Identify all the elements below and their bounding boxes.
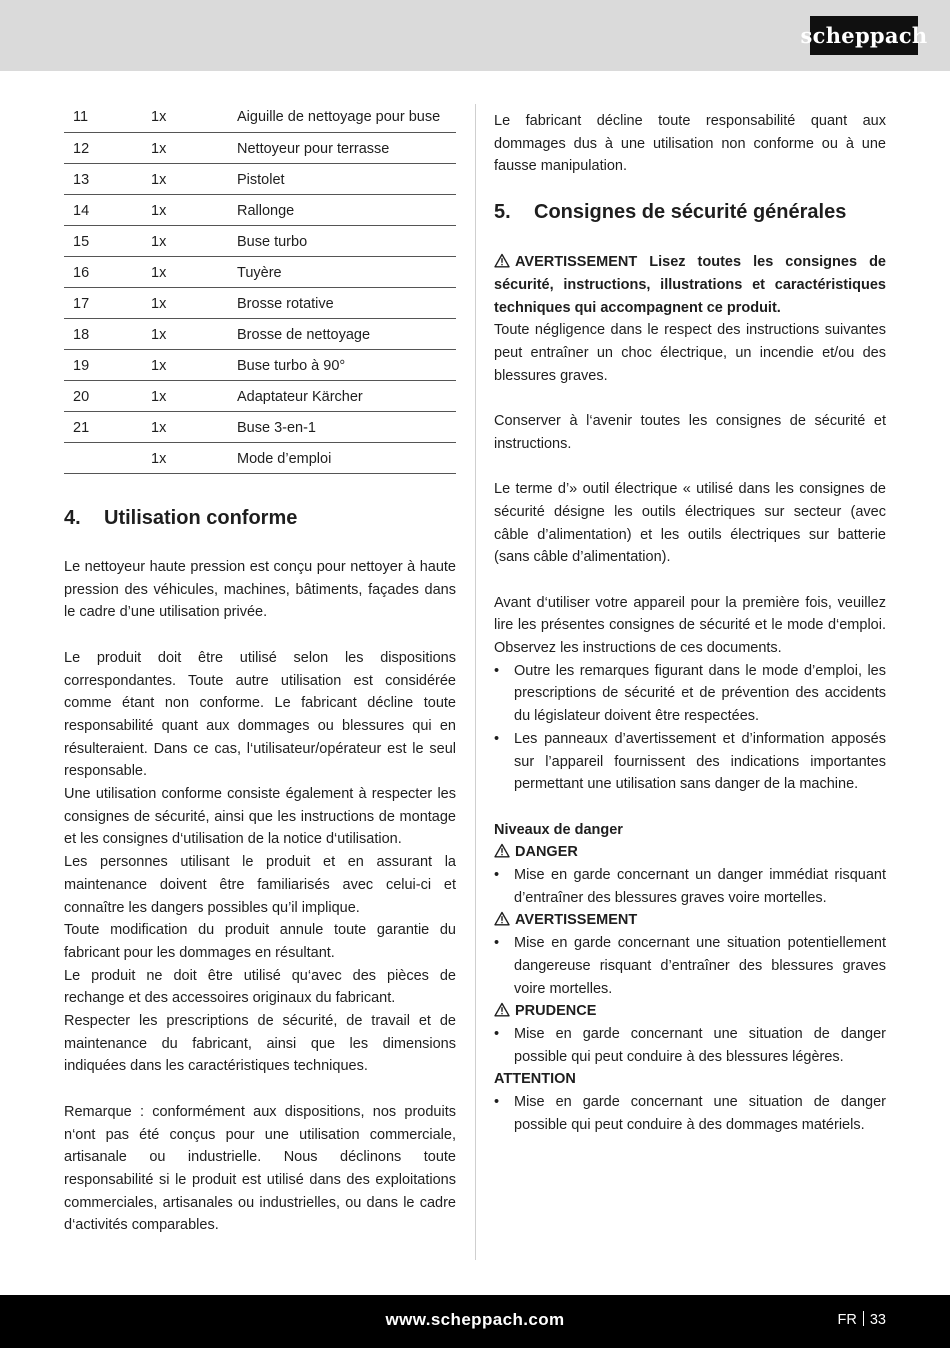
page-indicator (838, 1311, 886, 1328)
separator (863, 1311, 864, 1326)
column-divider (475, 104, 476, 1260)
part-quantity: 1x (151, 109, 167, 125)
table-row (64, 381, 456, 412)
part-name: Buse turbo (237, 234, 308, 250)
paragraph: Avant d‘utiliser votre appareil pour la première fois, veuillez lire les présentes consignes de sécurité et le mode d‘emploi. Observez les instructions de ces documents. (494, 594, 886, 657)
section-number: 5. (494, 201, 511, 224)
part-quantity: 1x (151, 358, 167, 374)
table-row (64, 195, 456, 226)
paragraph: Respecter les prescriptions de sécurité, de travail et de maintenance du fabricant, ainsi que les dimensions indiquées dans les caractéristiques techniques. (64, 1013, 456, 1075)
website-link[interactable]: www.scheppach.com (385, 1310, 565, 1329)
right-column (494, 110, 886, 1136)
paragraph: Toute modification du produit annule toute garantie du fabricant pour les dommages en résultant. (64, 922, 456, 961)
table-row (64, 133, 456, 164)
caution-label-row (494, 1000, 886, 1023)
section-number: 4. (64, 507, 81, 529)
warning-triangle-icon (494, 843, 510, 858)
page-number: 33 (869, 1312, 886, 1328)
warning-triangle-icon (494, 1002, 510, 1017)
table-row (64, 288, 456, 319)
attention-label: ATTENTION (494, 1071, 576, 1088)
part-name: Brosse rotative (237, 296, 334, 312)
danger-label-row (494, 841, 886, 864)
part-quantity: 1x (151, 420, 167, 436)
part-quantity: 1x (151, 296, 167, 312)
part-number: 21 (73, 420, 90, 436)
footer (0, 1295, 950, 1348)
part-name: Buse 3-en-1 (237, 420, 316, 436)
part-name: Pistolet (237, 172, 285, 188)
table-row (64, 412, 456, 443)
part-quantity: 1x (151, 389, 167, 405)
part-name: Nettoyeur pour terrasse (237, 141, 390, 157)
part-quantity: 1x (151, 451, 167, 467)
part-quantity: 1x (151, 327, 167, 343)
table-row (64, 226, 456, 257)
paragraph: Les personnes utilisant le produit et en assurant la maintenance doivent être familiarisés avec celui-ci et connaître les dangers possibles qu’il implique. (64, 854, 456, 916)
list-item: • Mise en garde concernant une situation de danger possible qui peut conduire à des blessures légères. (494, 1023, 886, 1068)
table-row (64, 104, 456, 133)
danger-levels-title: Niveaux de danger (494, 821, 623, 838)
part-number: 11 (73, 109, 89, 125)
list-item: • Outre les remarques figurant dans le mode d’emploi, les prescriptions de sécurité et de prévention des accidents du législateur doivent être respectées. (494, 660, 886, 728)
part-quantity: 1x (151, 141, 167, 157)
paragraph: Remarque : conformément aux dispositions, nos produits n‘ont pas été conçus pour une utilisation commerciale, artisanale ou industrielle. Nous déclinons toute responsabilité si le produit est utilisé dans des exploitations commerciales, artisanales ou industrielles, ou dans le cadre d‘activités comparables. (64, 1103, 456, 1234)
part-name: Adaptateur Kärcher (237, 389, 363, 405)
danger-label: DANGER (515, 844, 578, 861)
bullet-list (494, 864, 886, 909)
warning-bold-text: AVERTISSEMENT Lisez toutes les consignes de sécurité, instructions, illustrations et caractéristiques techniques qui accompagnent ce produit. (494, 254, 886, 316)
section-title: Utilisation conforme (104, 507, 298, 529)
part-quantity: 1x (151, 203, 167, 219)
bullet-list (494, 932, 886, 1000)
list-item: • Mise en garde concernant une situation potentiellement dangereuse risquant d’entraîner des blessures graves voire mortelles. (494, 932, 886, 1000)
part-number: 13 (73, 172, 90, 188)
paragraph: Le produit doit être utilisé selon les dispositions correspondantes. Toute autre utilisation est considérée comme étant non conforme. Le fabricant décline toute responsabilité quant aux dommages ou blessures qui en résulteraient. Dans ce cas, l‘utilisateur/opérateur est le seul responsable. (64, 649, 456, 780)
paragraph: Conserver à l‘avenir toutes les consignes de sécurité et instructions. (494, 413, 886, 452)
table-row (64, 443, 456, 474)
table-row (64, 257, 456, 288)
paragraph: Le terme d’» outil électrique « utilisé dans les consignes de sécurité désigne les outils électriques sur secteur (avec câble d’alimentation) et les outils électriques sur batterie (sans câble d’alimentation). (494, 481, 886, 566)
paragraph: Le produit ne doit être utilisé qu‘avec des pièces de rechange et des accessoires originaux du fabricant. (64, 967, 456, 1007)
part-name: Rallonge (237, 203, 295, 219)
part-number: 14 (73, 203, 90, 219)
paragraph: Le nettoyeur haute pression est conçu pour nettoyer à haute pression des véhicules, machines, bâtiments, façades dans le cadre d’une utilisation privée. (64, 559, 456, 621)
warning-statement (494, 251, 886, 319)
part-name: Aiguille de nettoyage pour buse (237, 109, 441, 125)
paragraph: Toute négligence dans le respect des instructions suivantes peut entraîner un choc électrique, un incendie et/ou des blessures graves. (494, 322, 886, 384)
part-name: Mode d’emploi (237, 451, 332, 467)
paragraph: Le fabricant décline toute responsabilité quant aux dommages dus à une utilisation non conforme ou à une fausse manipulation. (494, 113, 886, 175)
part-number (64, 443, 151, 474)
part-number: 19 (73, 358, 90, 374)
list-item: • Mise en garde concernant un danger immédiat risquant d’entraîner des blessures graves voire mortelles. (494, 864, 886, 909)
list-item: • Les panneaux d’avertissement et d’information apposés sur l’appareil fournissent des indications importantes permettant une utilisation sans danger de la machine. (494, 728, 886, 796)
parts-table (64, 104, 456, 474)
part-number: 17 (73, 296, 90, 312)
paragraph: Une utilisation conforme consiste également à respecter les consignes de sécurité, ainsi que les instructions de montage et les consignes d‘utilisation de la notice d‘utilisation. (64, 786, 456, 848)
bullet-list (494, 1091, 886, 1136)
part-name: Brosse de nettoyage (237, 327, 371, 343)
part-number: 15 (73, 234, 90, 250)
table-row (64, 164, 456, 195)
part-number: 18 (73, 327, 90, 343)
list-item: • Mise en garde concernant une situation de danger possible qui peut conduire à des dommages matériels. (494, 1091, 886, 1136)
bullet-list (494, 660, 886, 796)
left-column (64, 104, 456, 1237)
warning-triangle-icon (494, 911, 510, 926)
part-number: 16 (73, 265, 90, 281)
caution-label: PRUDENCE (515, 1003, 597, 1020)
part-quantity: 1x (151, 172, 167, 188)
language-code: FR (837, 1312, 857, 1328)
section-4-heading (64, 507, 456, 530)
warning-label-row (494, 909, 886, 932)
part-quantity: 1x (151, 234, 167, 250)
scheppach-logo: scheppach (810, 16, 918, 55)
part-quantity: 1x (151, 265, 167, 281)
part-number: 20 (73, 389, 90, 405)
table-row (64, 319, 456, 350)
table-row (64, 350, 456, 381)
section-5-heading (494, 201, 886, 224)
part-name: Tuyère (237, 265, 282, 281)
warning-label: AVERTISSEMENT (515, 912, 638, 929)
bullet-list (494, 1023, 886, 1068)
part-name: Buse turbo à 90° (237, 358, 346, 374)
part-number: 12 (73, 141, 90, 157)
warning-triangle-icon (494, 253, 510, 268)
section-title: Consignes de sécurité générales (534, 201, 847, 224)
